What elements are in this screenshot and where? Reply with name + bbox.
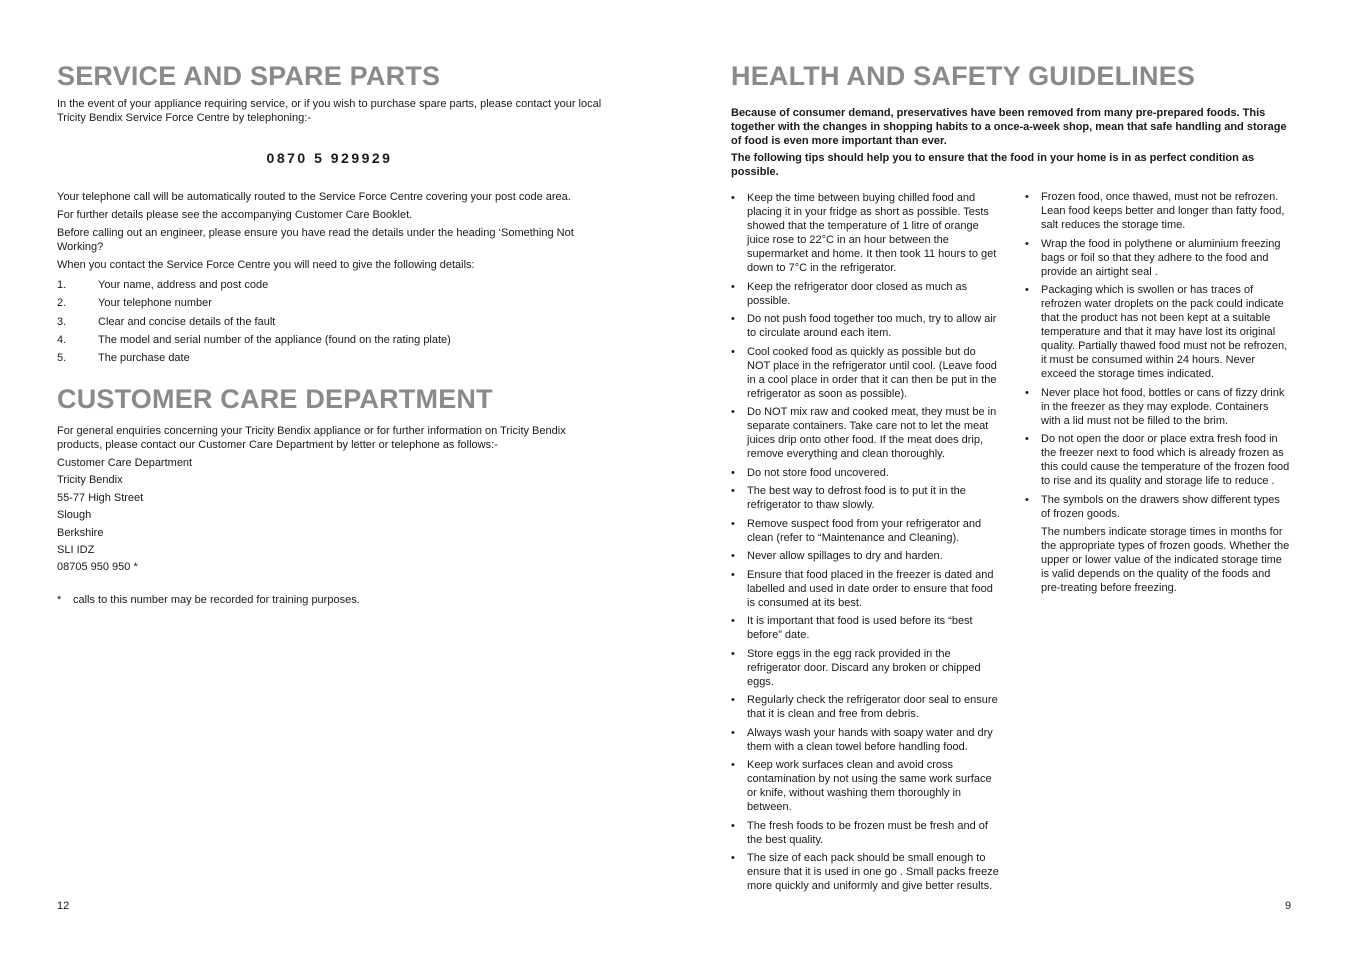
address-line: Berkshire [57,526,104,539]
list-number: 3. [57,315,67,328]
customer-care-title: CUSTOMER CARE DEPARTMENT [57,384,493,414]
address-line: Tricity Bendix [57,474,123,487]
tip-text: Do NOT mix raw and cooked meat, they must be in separate containers. Take care not to let the meat juices drip onto other food. If the meat does drip, remove everything and clean thoroughly. [747,406,997,460]
tips-column-1 [731,191,999,898]
footnote-text: calls to this number may be recorded for training purposes. [73,594,360,606]
service-phone-number: 0870 5 929929 [266,150,393,166]
tip-text: Store eggs in the egg rack provided in the refrigerator door. Discard any broken or chipped eggs. [747,647,981,688]
bullet: • [731,615,735,627]
tip-note-text: The numbers indicate storage times in months for the appropriate types of frozen goods. Whether the upper or lower value of the indicated storage time is valid depends on the quality of the foods and pre-treating before freezing. [1041,526,1290,594]
list-item [57,351,602,369]
tip-text: Remove suspect food from your refrigerator and clean (refer to “Maintenance and Cleaning). [747,517,982,544]
address-block [57,456,192,578]
tip-text: Keep work surfaces clean and avoid cross contamination by not using the same work surface or knife, without washing them thoroughly in between. [747,759,992,813]
tip-text: The fresh foods to be frozen must be fresh and of the best quality. [747,819,988,846]
tip-text: Regularly check the refrigerator door seal to ensure that it is clean and free from debris. [747,694,998,720]
bullet: • [731,466,735,479]
list-number: 1. [57,279,67,291]
tip-text: Wrap the food in polythene or aluminium freezing bags or foil so that they adhere to the food and provide an airtight seal . [1041,237,1281,278]
tip-item [1025,190,1291,232]
bullet: • [1025,493,1029,506]
tip-text: The size of each pack should be small enough to ensure that it is used in one go . Small packs freeze more quickly and uniformly and give better results. [747,852,999,892]
phone-line: 08705 950 950 * [57,561,138,574]
service-intro: In the event of your appliance requiring service, or if you wish to purchase spare parts, please contact your local Tricity Bendix Service Force Centre by telephoning:- [57,98,602,124]
address-line: SLI IDZ [57,543,95,556]
bullet: • [731,345,735,358]
bullet: • [731,726,735,739]
bullet: • [731,647,735,660]
intro-bold-paragraph: Because of consumer demand, preservatives have been removed from many pre-prepared foods. This together with the changes in shopping habits to a once-a-week shop, mean that safe handling and storage of food is even more important than ever. [731,107,1287,147]
tip-item [731,484,999,512]
list-number: 4. [57,333,67,346]
list-text: Clear and concise details of the fault [98,315,276,328]
customer-care-intro: For general enquiries concerning your Tricity Bendix appliance or for further information on Tricity Bendix products, please contact our Customer Care Department by letter or telephone as follows:- [57,425,566,451]
tip-item [731,693,999,721]
bullet: • [1025,386,1029,399]
tip-item [731,851,999,893]
tip-text: Do not push food together too much, try to allow air to circulate around each item. [747,313,997,339]
footnote [57,593,360,607]
tip-text: Do not store food uncovered. [747,466,889,479]
list-item [57,278,602,296]
bullet: • [1025,284,1029,296]
tip-item [731,758,999,814]
bullet: • [1025,433,1029,445]
bullet: • [731,694,735,706]
tip-item [731,312,999,340]
tip-text: Always wash your hands with soapy water and dry them with a clean towel before handling food. [747,726,993,753]
tip-item [731,647,999,689]
list-text: Your name, address and post code [98,279,269,291]
service-paragraphs [57,190,602,276]
tip-item [731,819,999,847]
list-item [57,333,602,351]
tip-item [731,405,999,461]
tip-item [731,726,999,754]
address-line: Slough [57,509,92,522]
tips-bold-paragraph: The following tips should help you to ensure that the food in your home is in as perfect condition as possible. [731,152,1255,178]
service-paragraph: When you contact the Service Force Centre you will need to give the following details: [57,259,475,271]
tip-text: Packaging which is swollen or has traces of refrozen water droplets on the pack could indicate that the product has not been kept at a suitable temperature and that it may have lost its original quality. Partially thawed food must not be refrozen, it must be consumed within 24 hours. Never exceed the storage times indicated. [1041,284,1288,380]
tip-text: Never place hot food, bottles or cans of fizzy drink in the freezer as they may explode. Containers with a lid must not be filled to the brim. [1041,386,1285,427]
bullet: • [731,852,735,864]
tip-note [1025,525,1291,595]
tip-text: Keep the refrigerator door closed as much as possible. [747,280,968,307]
address-line: Customer Care Department [57,457,193,469]
list-item [57,315,602,333]
page-number: 9 [1285,900,1292,912]
list-text: The model and serial number of the appliance (found on the rating plate) [98,333,451,346]
tip-item [1025,432,1291,488]
address-line: 55-77 High Street [57,491,144,504]
tip-item [731,517,999,545]
bullet: • [1025,191,1029,203]
bullet: • [731,485,735,497]
bullet: • [731,192,735,204]
page-number: 12 [57,900,70,912]
health-title: HEALTH AND SAFETY GUIDELINES [731,61,1196,91]
tip-item [1025,283,1291,381]
service-paragraph: Before calling out an engineer, please ensure you have read the details under the heading ‘Something Not Working? [57,227,574,253]
tip-item [731,549,999,563]
tip-item [1025,493,1291,521]
tip-text: Keep the time between buying chilled food and placing it in your fridge as short as possible. Tests showed that the temperature of 1 litre of orange juice rose to 22°C in an hour between the supermarket and home. It then took 11 hours to get down to 7°C in the refrigerator. [747,192,997,274]
tip-text: Frozen food, once thawed, must not be refrozen. Lean food keeps better and longer than fatty food, salt reduces the storage time. [1041,191,1285,231]
tip-item [1025,237,1291,279]
bullet: • [731,550,735,562]
tip-item [731,280,999,308]
list-item [57,296,602,314]
tip-text: Ensure that food placed in the freezer is dated and labelled and used in date order to ensure that food is consumed at its best. [747,568,994,609]
bullet: • [731,819,735,832]
tip-text: It is important that food is used before its “best before” date. [747,615,973,641]
tip-item [1025,386,1291,428]
bullet: • [731,759,735,771]
list-text: Your telephone number [98,297,212,310]
service-title: SERVICE AND SPARE PARTS [57,61,441,91]
details-list [57,278,602,369]
bullet: • [731,517,735,530]
bullet: • [731,280,735,293]
tip-item [731,466,999,480]
list-text: The purchase date [98,352,190,365]
list-number: 2. [57,297,67,310]
tip-text: Cool cooked food as quickly as possible but do NOT place in the refrigerator until cool. (Leave food in a cool place in order that it can then be put in the refrigerator as soon as possible). [747,345,997,400]
tips-column-2 [1025,190,1291,600]
service-paragraph: For further details please see the accompanying Customer Care Booklet. [57,209,413,221]
list-number: 5. [57,352,67,365]
tip-text: The symbols on the drawers show different types of frozen goods. [1041,493,1280,520]
bullet: • [1025,237,1029,250]
tip-item [731,568,999,610]
footnote-star: * [57,594,62,606]
tip-item [731,191,999,275]
tip-text: The best way to defrost food is to put it in the refrigerator to thaw slowly. [747,485,966,511]
bullet: • [731,313,735,325]
tip-item [731,345,999,401]
service-paragraph: Your telephone call will be automatically routed to the Service Force Centre covering your post code area. [57,191,571,203]
bullet: • [731,406,735,418]
tip-text: Never allow spillages to dry and harden. [747,550,943,562]
bullet: • [731,568,735,581]
right-page [675,0,1350,954]
tip-text: Do not open the door or place extra fresh food in the freezer next to food which is already frozen as this could cause the temperature of the frozen food to rise and its quality and storage life to reduce . [1041,433,1290,487]
tip-item [731,614,999,642]
